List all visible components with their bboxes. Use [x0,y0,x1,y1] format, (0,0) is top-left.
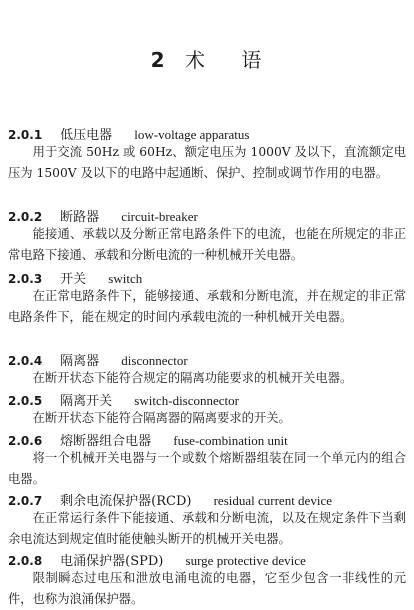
term-chinese: 隔离器 [60,354,100,369]
term-entry [8,124,406,184]
term-entry [8,390,406,429]
term-english: switch [108,271,143,286]
term-number: 2.0.2 [8,210,43,224]
term-entry [8,206,406,266]
term-entry [8,490,406,550]
term-entry [8,550,406,610]
term-number: 2.0.3 [8,272,43,286]
term-definition: 能接通、承载以及分断正常电路条件下的电流，也能在所规定的非正常电路下接通、承载和分断电流的一种机械开关电器。 [8,227,406,262]
term-definition: 在断开状态下能符合隔离器的隔离要求的开关。 [32,411,291,425]
term-chinese: 开关 [60,272,87,287]
term-definition: 在正常运行条件下能接通、承载和分断电流，以及在规定条件下当剩余电流达到规定值时能使触头断开的机械开关电器。 [8,511,406,546]
term-english: surge protective device [185,553,306,568]
term-chinese: 低压电器 [60,128,113,143]
term-number: 2.0.1 [8,128,43,142]
term-number: 2.0.4 [8,354,43,368]
term-chinese: 隔离开关 [60,394,113,409]
term-definition: 限制瞬态过电压和泄放电涌电流的电器，它至少包含一非线性的元件，也称为浪涌保护器。 [8,571,406,606]
chapter-title [0,44,414,73]
term-entry [8,350,406,389]
term-definition: 用于交流 50Hz 或 60Hz、额定电压为 1000V 及以下，直流额定电压为 1500V 及以下的电路中起通断、保护、控制或调节作用的电器。 [8,145,406,180]
term-english: switch-disconnector [134,393,239,408]
term-chinese: 熔断器组合电器 [60,434,152,449]
term-english: low-voltage apparatus [134,127,250,142]
term-chinese: 剩余电流保护器(RCD) [60,494,192,509]
term-definition: 将一个机械开关电器与一个或数个熔断器组装在同一个单元内的组合电器。 [8,451,406,486]
term-entry [8,430,406,490]
term-english: disconnector [121,353,188,368]
term-number: 2.0.7 [8,494,43,508]
term-english: residual current device [213,493,332,508]
term-entry [8,268,406,328]
term-chinese: 电涌保护器(SPD) [60,554,164,569]
chapter-number: 2 [150,48,167,72]
chapter-title-part2: 语 [241,48,264,72]
term-chinese: 断路器 [60,210,100,225]
chapter-title-part1: 术 [184,48,207,72]
term-definition: 在正常电路条件下，能够接通、承载和分断电流，并在规定的非正常电路条件下，能在规定的时间内承载电流的一种机械开关电器。 [8,289,406,324]
term-number: 2.0.5 [8,394,43,408]
term-english: circuit-breaker [121,209,198,224]
term-definition: 在断开状态下能符合规定的隔离功能要求的机械开关电器。 [32,371,353,385]
term-english: fuse-combination unit [173,433,288,448]
term-number: 2.0.6 [8,434,43,448]
term-number: 2.0.8 [8,554,43,568]
